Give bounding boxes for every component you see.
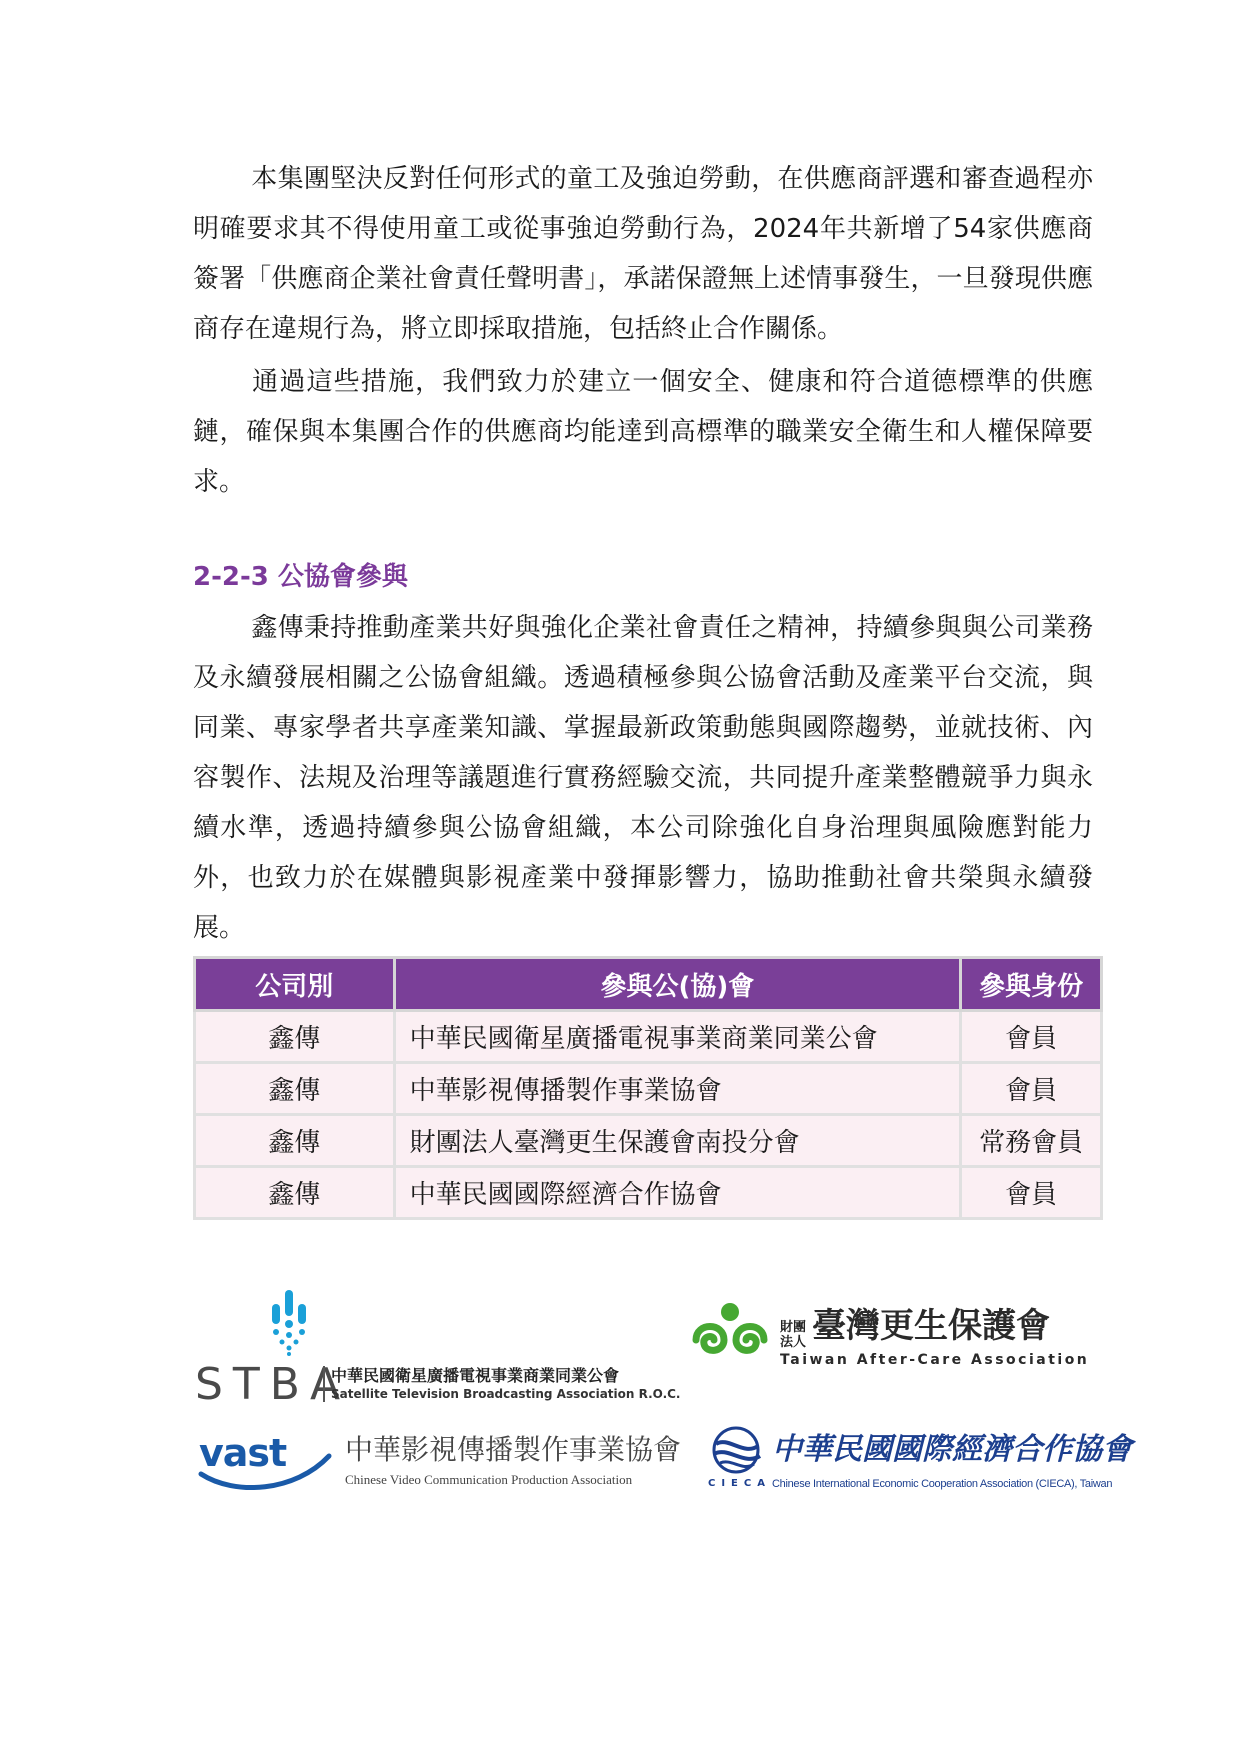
cell-role: 會員 [961,1167,1102,1219]
stba-text [323,1366,681,1402]
cell-company: 鑫傳 [195,1063,395,1115]
swirl-leaf-icon [690,1300,770,1366]
cell-company: 鑫傳 [195,1167,395,1219]
column-header-association: 參與公(協)會 [394,958,961,1011]
signal-dots-icon [265,1290,315,1356]
vast-name-en: Chinese Video Communication Production Association [345,1472,633,1487]
cell-association: 中華民國衛星廣播電視事業商業同業公會 [394,1011,961,1063]
tac-prefix: 財團法人 [780,1320,807,1350]
column-header-role: 參與身份 [961,958,1102,1011]
cell-company: 鑫傳 [195,1011,395,1063]
vast-wordmark [195,1426,335,1492]
stba-logo [195,1290,681,1410]
cell-association: 財團法人臺灣更生保護會南投分會 [394,1115,961,1167]
cieca-name-en: Chinese International Economic Cooperation Association (CIECA), Taiwan [772,1478,1113,1490]
cell-role: 會員 [961,1011,1102,1063]
table-row [195,1167,1102,1219]
cieca-tag: CIECA [708,1478,771,1489]
table-row [195,1063,1102,1115]
vast-mark-text: vast [199,1431,287,1475]
table-row [195,1011,1102,1063]
tac-name-en: Taiwan After-Care Association [780,1352,1090,1368]
vast-name-zh: 中華影視傳播製作事業協會 [345,1433,682,1466]
stba-name-zh: 中華民國衛星廣播電視事業商業同業公會 [331,1366,620,1385]
table-row [195,1115,1102,1167]
paragraph-associations: 鑫傳秉持推動產業共好與強化企業社會責任之精神，持續參與與公司業務及永續發展相關之公協會組織。透過積極參與公協會活動及產業平台交流，與同業、專家學者共享產業知識、掌握最新政策動態與國際趨勢，並就技術、內容製作、法規及治理等議題進行實務經驗交流，共同提升產業整體競爭力與永續水準，透過持續參與公協會組織，本公司除強化自身治理與風險應對能力外，也致力於在媒體與影視產業中發揮影響力，協助推動社會共榮與永續發展。 [193,613,1093,943]
association-table [193,956,1103,1220]
cell-association: 中華民國國際經濟合作協會 [394,1167,961,1219]
cieca-logo [706,1426,1132,1506]
tac-logo [690,1300,1090,1380]
globe-wave-icon [706,1426,766,1476]
document-body [193,150,1093,1220]
table-header-row [195,958,1102,1011]
cieca-name-zh: 中華民國國際經濟合作協會 [772,1432,1132,1467]
cell-association: 中華影視傳播製作事業協會 [394,1063,961,1115]
tac-name-zh: 臺灣更生保護會 [812,1306,1050,1346]
paragraph-child-labor: 本集團堅決反對任何形式的童工及強迫勞動，在供應商評選和審查過程亦明確要求其不得使用童工或從事強迫勞動行為，2024年共新增了54家供應商簽署「供應商企業社會責任聲明書」，承諾保證無上述情事發生，一旦發現供應商存在違規行為，將立即採取措施，包括終止合作關係。 [193,164,1093,344]
paragraph-supply-chain: 通過這些措施，我們致力於建立一個安全、健康和符合道德標準的供應鏈，確保與本集團合作的供應商均能達到高標準的職業安全衛生和人權保障要求。 [193,367,1093,497]
cell-role: 常務會員 [961,1115,1102,1167]
vast-logo [195,1426,682,1506]
stba-letters: STBA [195,1359,351,1410]
section-heading: 2-2-3 公協會參與 [193,562,408,592]
cell-company: 鑫傳 [195,1115,395,1167]
column-header-company: 公司別 [195,958,395,1011]
cell-role: 會員 [961,1063,1102,1115]
stba-name-en: Satellite Television Broadcasting Association R.O.C. [331,1387,681,1401]
